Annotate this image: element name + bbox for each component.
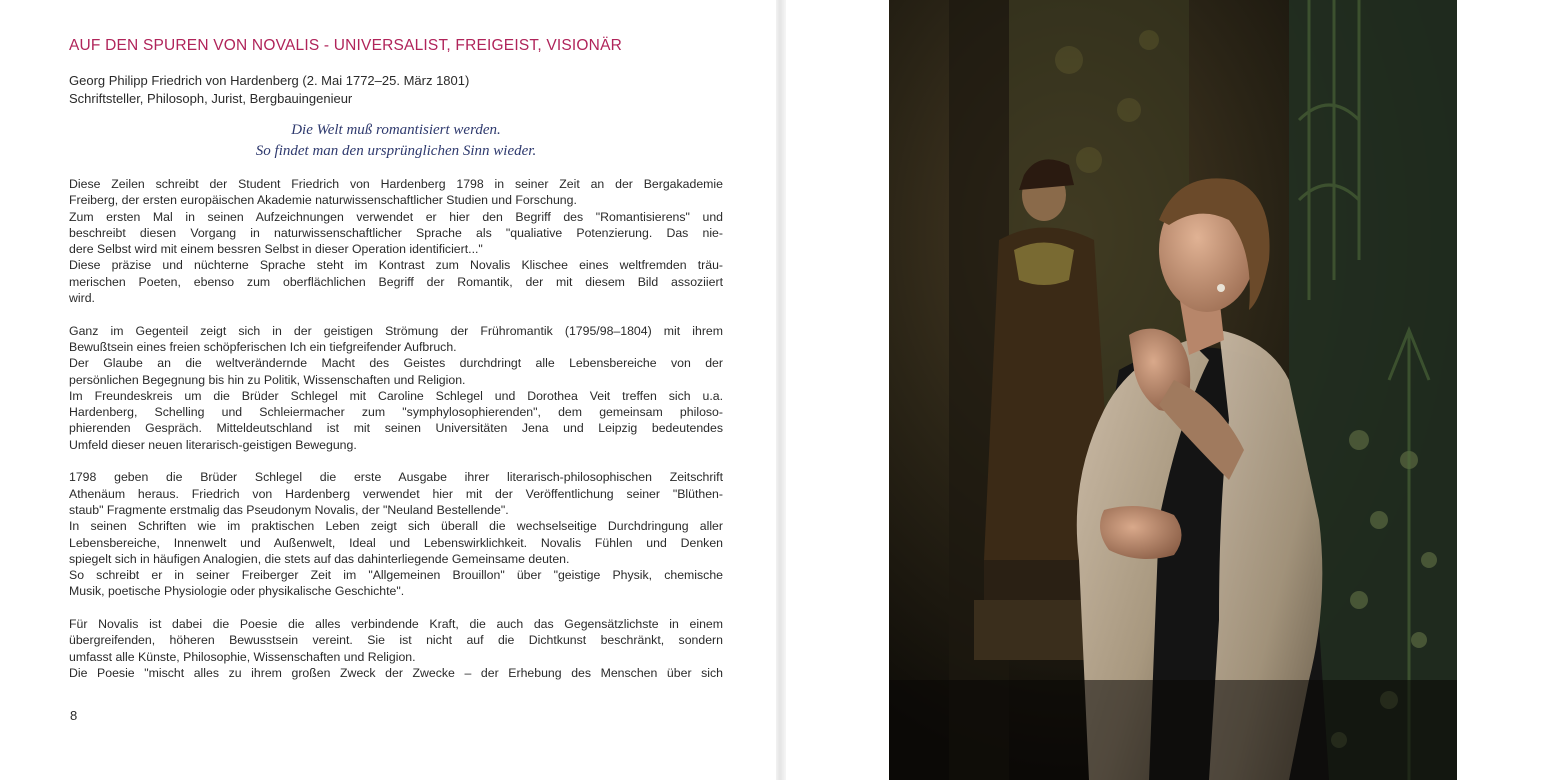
body-line: Hardenberg, Schelling und Schleiermacher zum "symphylosophierenden", dem gemeinsam philoso- [69, 405, 723, 420]
body-line: übergreifenden, höheren Bewusstsein vereint. Sie ist nicht auf die Dichtkunst beschränkt, sondern [69, 633, 723, 648]
body-line: Freiberg, der ersten europäischen Akademie naturwissenschaftlicher Studien und Forschung. [69, 193, 577, 208]
body-line: merischen Poeten, ebenso zum oberflächlichen Begriff der Romantik, der mit diesem Bild assoziiert [69, 274, 723, 289]
body-line: Zum ersten Mal in seinen Aufzeichnungen verwendet er hier den Begriff des "Romantisierens" und [69, 209, 723, 224]
body-line: Musik, poetische Physiologie oder physikalische Geschichte". [69, 584, 405, 599]
body-paragraph [69, 176, 723, 306]
body-line: So schreibt er in seiner Freiberger Zeit im "Allgemeinen Brouillon" über "geistige Physik, chemische [69, 568, 723, 583]
body-line: Bewußtsein eines freien schöpferischen Ich ein tiefgreifender Aufbruch. [69, 339, 457, 354]
body-line: Lebensbereiche, Innenwelt und Außenwelt, Ideal und Lebenswirklichkeit. Novalis Fühlen und Denken [69, 535, 723, 550]
singer-earring [1217, 284, 1225, 292]
body-line: Umfeld dieser neuen literarisch-geistigen Bewegung. [69, 437, 357, 452]
body-paragraph [69, 616, 723, 681]
body-line: Ganz im Gegenteil zeigt sich in der geistigen Strömung der Frühromantik (1795/98–1804) mit ihrem [69, 323, 723, 338]
body-line: phierenden Gespräch. Mitteldeutschland ist mit seinen Universitäten Jena und Leipzig bedeutendes [69, 421, 723, 436]
page-number: 8 [70, 708, 78, 723]
body-line: 1798 geben die Brüder Schlegel die erste Ausgabe ihrer literarisch-philosophischen Zeitschrift [69, 470, 723, 485]
page-title: AUF DEN SPUREN VON NOVALIS - UNIVERSALIST, FREIGEIST, VISIONÄR [69, 37, 623, 54]
body-line: Athenäum heraus. Friedrich von Hardenberg verwendet hier mit der Veröffentlichung seiner "Blüthen- [69, 486, 723, 501]
quote-block [69, 120, 723, 162]
body-paragraph [69, 323, 723, 453]
quote-line: Die Welt muß romantisiert werden. [291, 122, 501, 138]
body-line: persönlichen Begegnung bis hin zu Politik, Wissenschaften und Religion. [69, 372, 466, 387]
singer-photo [889, 0, 1457, 780]
body-line: Diese präzise und nüchterne Sprache steht im Kontrast zum Novalis Klischee eines weltfremden träu- [69, 258, 723, 273]
body-line: wird. [69, 291, 95, 306]
body-line: spiegelt sich in häufigen Analogien, die stets auf das dahinterliegende Gemeinsame deuten. [69, 551, 570, 566]
singer-lower-hand [1100, 506, 1182, 559]
left-page [0, 0, 776, 780]
quote-line: So findet man den ursprünglichen Sinn wieder. [255, 143, 537, 159]
body-line: Der Glaube an die weltverändernde Macht des Geistes durchdringt alle Lebensbereiche von der [69, 356, 723, 371]
body-line: In seinen Schriften wie im praktischen Leben zeigt sich überall die wechselseitige Durchdringung aller [69, 519, 723, 534]
body-line: Die Poesie "mischt alles zu ihrem großen Zweck der Zwecke – der Erhebung des Menschen über sich [69, 665, 723, 680]
author-roles: Schriftsteller, Philosoph, Jurist, Bergbauingenieur [69, 91, 353, 106]
body-line: staub" Fragmente erstmalig das Pseudonym Novalis, der "Neuland Bestellende". [69, 502, 509, 517]
body-paragraph [69, 469, 723, 599]
book-gutter [776, 0, 786, 780]
author-block [69, 72, 729, 108]
author-line: Georg Philipp Friedrich von Hardenberg (2. Mai 1772–25. März 1801) [69, 73, 470, 88]
body-line: Im Freundeskreis um die Brüder Schlegel mit Caroline Schlegel und Dorothea Veit treffen sich u.a. [69, 388, 723, 403]
body-line: dere Selbst wird mit einem bessren Selbst in dieser Operation identificiert..." [69, 242, 483, 257]
body-line: Für Novalis ist dabei die Poesie die alles verbindende Kraft, die auch das Gegensätzlichste in einem [69, 617, 723, 632]
photo-vignette [889, 680, 1457, 780]
body-line: umfasst alle Künste, Philosophie, Wissenschaften und Religion. [69, 649, 416, 664]
body-text [69, 176, 723, 698]
body-line: Diese Zeilen schreibt der Student Friedrich von Hardenberg 1798 in seiner Zeit an der Bergakademie [69, 177, 723, 191]
body-line: beschreibt diesen Vorgang in naturwissenschaftlicher Sprache als "qualiative Potenzierung. Das nie- [69, 225, 723, 240]
